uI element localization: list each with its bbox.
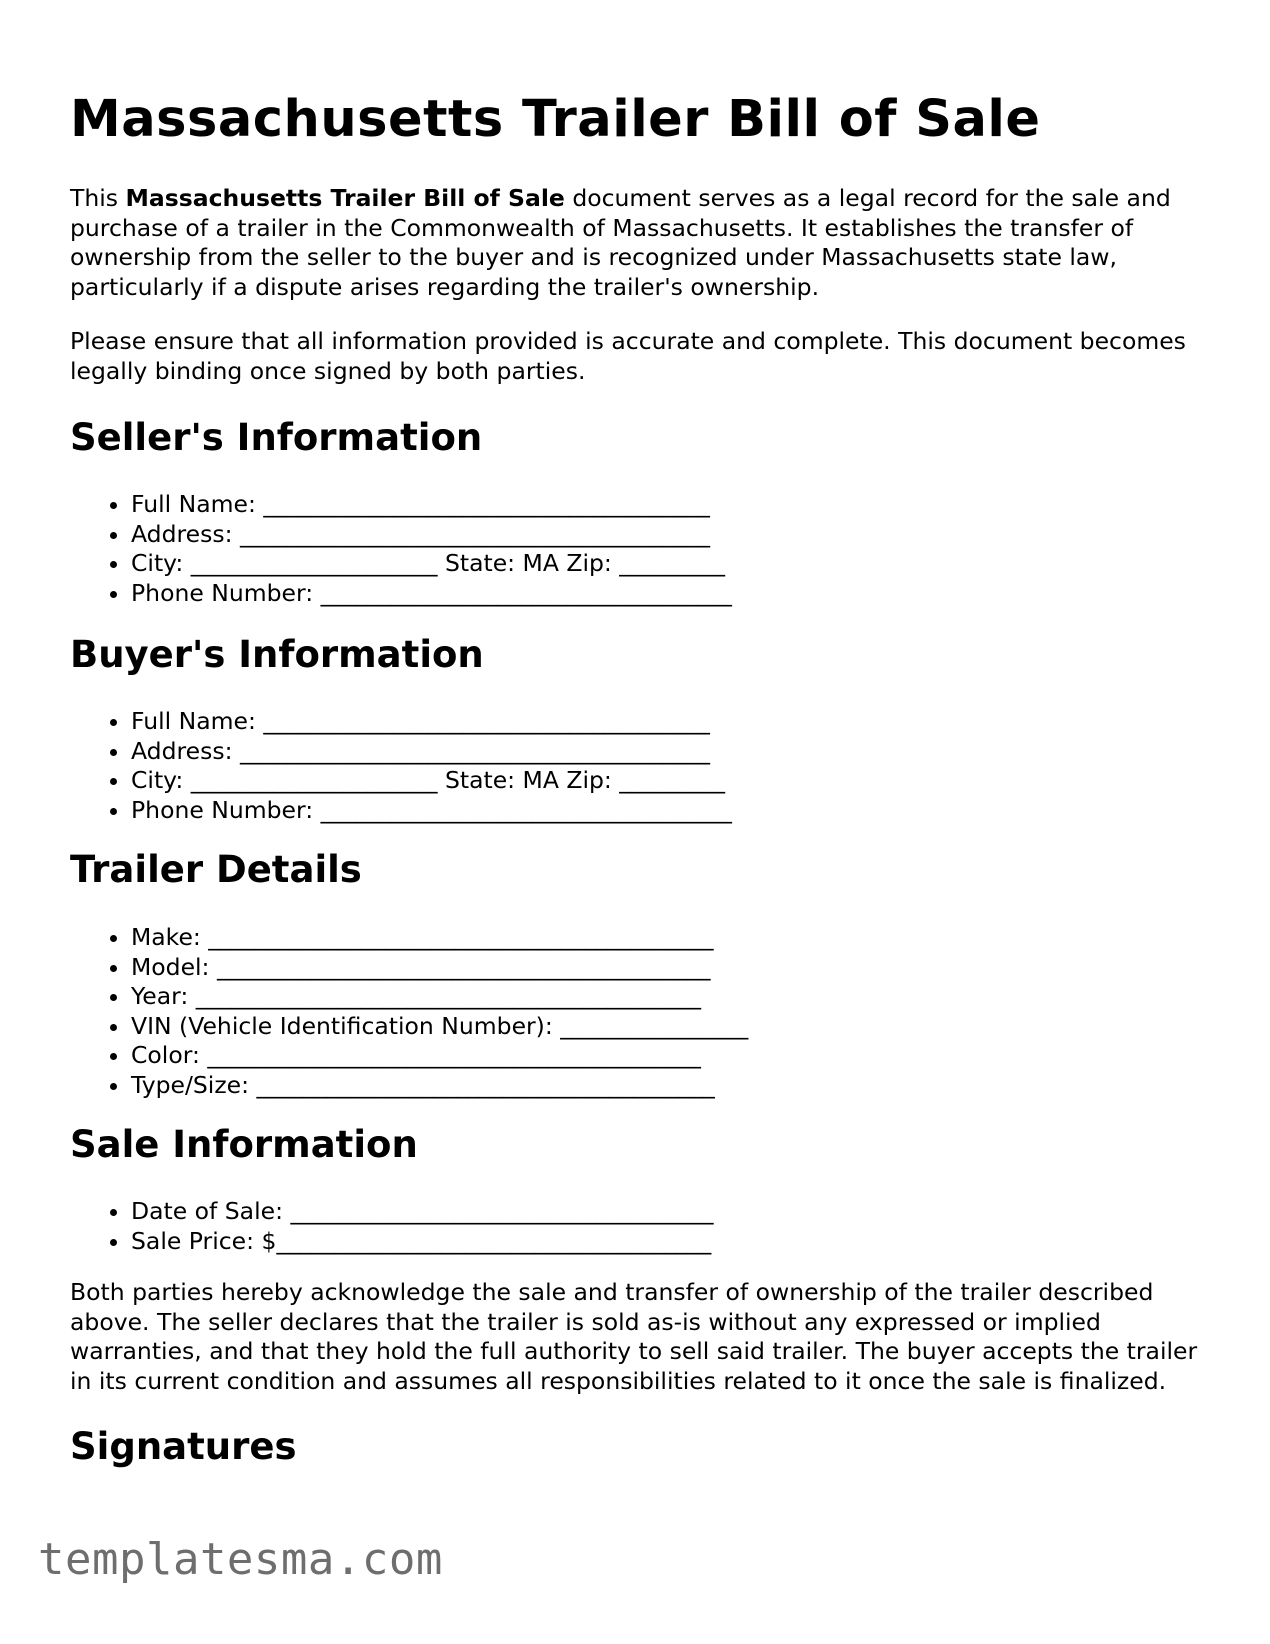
acknowledgement-paragraph: Both parties hereby acknowledge the sale and transfer of ownership of the trailer described above. The seller declares that the trailer is sold as-is without any expressed or implied warranties, and that they hold the full authority to sell said trailer. The buyer accepts the trailer in its current condition and assumes all responsibilities related to it once the sale is finalized. — [70, 1278, 1198, 1395]
intro-suffix: document serves as a legal record for the sale and purchase of a trailer in the Commonwealth of Massachusetts. It establishes the transfer of ownership from the seller to the buyer and is recognized under Massachusetts state law, particularly if a dispute arises regarding the trailer's ownership. — [70, 184, 1171, 301]
trailer-heading: Trailer Details — [70, 848, 362, 891]
buyer-full-name-field[interactable]: • Full Name: ______________________________________ — [131, 707, 1200, 737]
sale-fields — [70, 1197, 1200, 1256]
buyer-heading: Buyer's Information — [70, 633, 484, 676]
accuracy-note: Please ensure that all information provided is accurate and complete. This document becomes legally binding once signed by both parties. — [70, 327, 1186, 385]
trailer-model-field[interactable]: • Model: __________________________________________ — [131, 953, 1200, 983]
seller-fields — [70, 490, 1200, 608]
trailer-vin-field[interactable]: • VIN (Vehicle Identification Number): ________________ — [131, 1012, 1200, 1042]
sale-date-field[interactable]: • Date of Sale: ____________________________________ — [131, 1197, 1200, 1227]
signatures-heading: Signatures — [70, 1425, 297, 1468]
intro-bold-title: Massachusetts Trailer Bill of Sale — [125, 184, 565, 212]
seller-address-field[interactable]: • Address: ________________________________________ — [131, 520, 1200, 550]
buyer-address-field[interactable]: • Address: ________________________________________ — [131, 737, 1200, 767]
buyer-fields — [70, 707, 1200, 825]
seller-city-state-zip-field[interactable]: • City: _____________________ State: MA Zip: _________ — [131, 549, 1200, 579]
trailer-make-field[interactable]: • Make: ___________________________________________ — [131, 923, 1200, 953]
seller-heading: Seller's Information — [70, 416, 483, 459]
document-page — [70, 0, 1200, 1469]
seller-full-name-field[interactable]: • Full Name: ______________________________________ — [131, 490, 1200, 520]
intro-paragraph — [70, 184, 1200, 302]
trailer-fields — [70, 923, 1200, 1100]
site-watermark: templatesma.com — [38, 1534, 443, 1585]
sale-heading: Sale Information — [70, 1123, 418, 1166]
document-title: Massachusetts Trailer Bill of Sale — [70, 90, 1041, 149]
trailer-type-size-field[interactable]: • Type/Size: _______________________________________ — [131, 1071, 1200, 1101]
trailer-color-field[interactable]: • Color: __________________________________________ — [131, 1041, 1200, 1071]
intro-prefix: This — [70, 184, 126, 212]
seller-phone-field[interactable]: • Phone Number: ___________________________________ — [131, 579, 1200, 609]
trailer-year-field[interactable]: • Year: ___________________________________________ — [131, 982, 1200, 1012]
buyer-phone-field[interactable]: • Phone Number: ___________________________________ — [131, 796, 1200, 826]
buyer-city-state-zip-field[interactable]: • City: _____________________ State: MA Zip: _________ — [131, 766, 1200, 796]
sale-price-field[interactable]: • Sale Price: $_____________________________________ — [131, 1227, 1200, 1257]
